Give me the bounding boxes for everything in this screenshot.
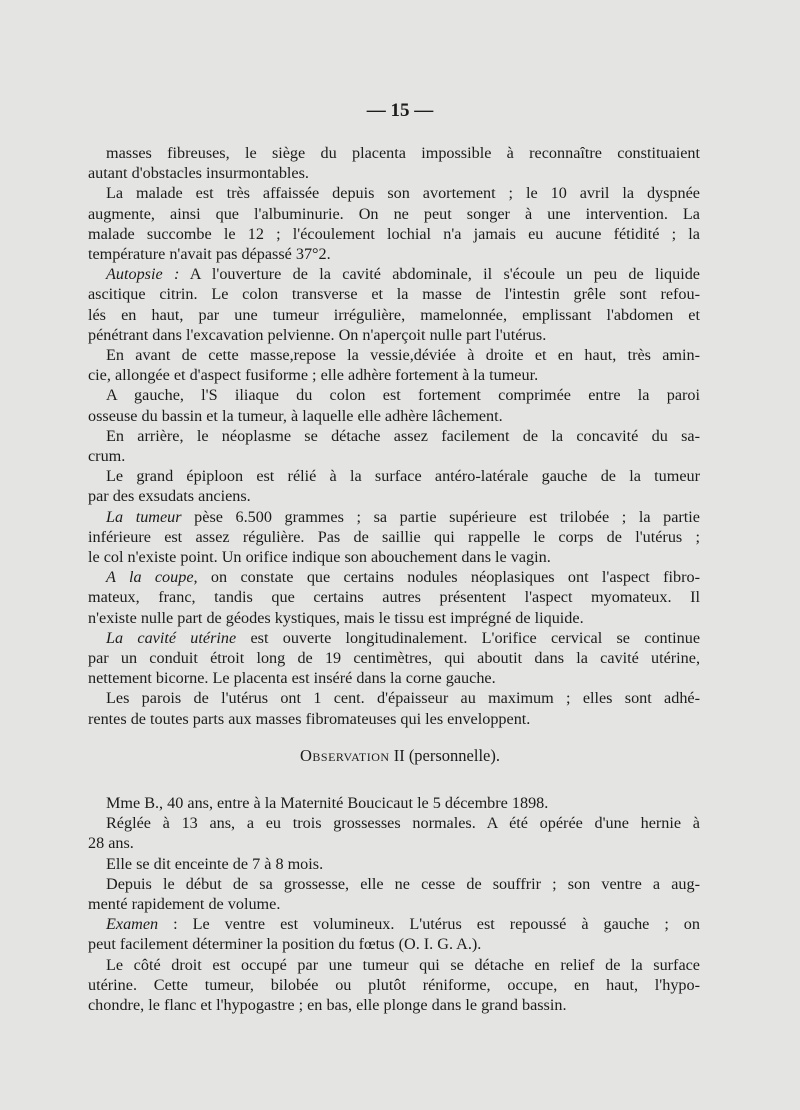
- text-line: [88, 955, 700, 975]
- paragraph: [88, 345, 700, 385]
- text-line: [88, 325, 700, 345]
- paragraph: [88, 143, 700, 183]
- line-text: augmente, ainsi que l'albuminurie. On ne peut songer à une intervention. La: [88, 204, 700, 223]
- text-line: [88, 345, 700, 365]
- line-text: on constate que certains nodules néoplasiques ont l'aspect fibro-: [197, 568, 700, 587]
- line-text: n'existe nulle part de géodes kystiques, mais le tissu est imprégné de liquide.: [88, 608, 584, 627]
- top-text-block: [88, 143, 700, 729]
- paragraph: [88, 628, 700, 689]
- line-text: par des exsudats anciens.: [88, 487, 251, 506]
- paragraph: [88, 914, 700, 954]
- line-text: Le côté droit est occupé par une tumeur qui se détache en relief de la surface: [106, 955, 700, 974]
- text-line: [88, 975, 700, 995]
- paragraph: [88, 874, 700, 914]
- line-text: utérine. Cette tumeur, bilobée ou plutôt réniforme, occupe, en haut, l'hypo-: [88, 975, 700, 994]
- line-text: La malade est très affaissée depuis son avortement ; le 10 avril la dyspnée: [106, 184, 700, 203]
- italic-lead: La tumeur: [106, 507, 182, 526]
- paragraph: [88, 466, 700, 506]
- page-number: — 15 —: [366, 100, 434, 121]
- text-line: [88, 406, 700, 426]
- text-line: [88, 365, 700, 385]
- paragraph: [88, 264, 700, 345]
- line-text: masses fibreuses, le siège du placenta impossible à reconnaître constituaient: [106, 144, 700, 162]
- line-text: rentes de toutes parts aux masses fibromateuses qui les enveloppent.: [88, 709, 531, 728]
- observation-heading-label: Observation: [299, 746, 390, 765]
- line-text: : Le ventre est volumineux. L'utérus est repoussé à gauche ; on: [158, 915, 700, 934]
- text-line: [88, 305, 700, 325]
- line-text: crum.: [88, 447, 126, 466]
- line-text: peut facilement déterminer la position du fœtus (O. I. G. A.).: [88, 935, 482, 954]
- text-line: [88, 244, 700, 264]
- text-line: [88, 183, 700, 203]
- text-line: [88, 446, 700, 466]
- italic-lead: La cavité utérine: [106, 628, 237, 647]
- text-line: [88, 527, 700, 547]
- text-line: [88, 854, 700, 874]
- line-text: mateux, franc, tandis que certains autres présentent l'aspect myomateux. Il: [88, 588, 700, 607]
- paragraph: [88, 813, 700, 853]
- line-text: A l'ouverture de la cavité abdominale, il s'écoule un peu de liquide: [179, 265, 700, 284]
- line-text: inférieure est assez régulière. Pas de saillie qui rappelle le corps de l'utérus ;: [88, 527, 700, 546]
- text-line: [88, 914, 700, 934]
- text-line: [88, 934, 700, 954]
- line-text: nettement bicorne. Le placenta est inséré dans la corne gauche.: [88, 669, 496, 688]
- text-line: [88, 426, 700, 446]
- paragraph: [88, 955, 700, 1016]
- line-text: Depuis le début de sa grossesse, elle ne cesse de souffrir ; son ventre a aug-: [106, 874, 700, 893]
- text-line: [88, 628, 700, 648]
- line-text: osseuse du bassin et la tumeur, à laquelle elle adhère lâchement.: [88, 406, 503, 425]
- line-text: pèse 6.500 grammes ; sa partie supérieure est trilobée ; la partie: [181, 507, 700, 526]
- line-text: A gauche, l'S iliaque du colon est fortement comprimée entre la paroi: [106, 386, 700, 405]
- line-text: chondre, le flanc et l'hypogastre ; en bas, elle plonge dans le grand bassin.: [88, 996, 567, 1015]
- italic-lead: A la coupe,: [106, 568, 198, 587]
- text-line: [88, 874, 700, 894]
- line-text: est ouverte longitudinalement. L'orifice cervical se continue: [236, 628, 701, 647]
- paragraph: [88, 793, 700, 813]
- text-line: [88, 143, 700, 163]
- line-text: pénétrant dans l'excavation pelvienne. On n'aperçoit nulle part l'utérus.: [88, 325, 547, 344]
- text-line: [88, 894, 700, 914]
- italic-lead: Examen: [106, 915, 159, 934]
- text-line: [88, 507, 700, 527]
- text-line: [88, 833, 700, 853]
- line-text: malade succombe le 12 ; l'écoulement lochial n'a jamais eu aucune fétidité ; la: [88, 224, 700, 243]
- paragraph: [88, 385, 700, 425]
- line-text: 28 ans.: [88, 834, 134, 853]
- line-text: Réglée à 13 ans, a eu trois grossesses normales. A été opérée d'une hernie à: [106, 814, 700, 833]
- text-line: [88, 264, 700, 284]
- text-line: [88, 547, 700, 567]
- text-line: [88, 648, 700, 668]
- line-text: autant d'obstacles insurmontables.: [88, 164, 309, 183]
- observation-heading-rest: II (personnelle).: [389, 746, 500, 765]
- observation-heading: [0, 746, 800, 766]
- line-text: En arrière, le néoplasme se détache assez facilement de la concavité du sa-: [106, 426, 700, 445]
- text-line: [88, 204, 700, 224]
- line-text: par un conduit étroit long de 19 centimètres, qui aboutit dans la cavité utérine,: [88, 649, 700, 668]
- line-text: Mme B., 40 ans, entre à la Maternité Boucicaut le 5 décembre 1898.: [106, 794, 549, 812]
- paragraph: [88, 183, 700, 264]
- italic-lead: Autopsie :: [106, 265, 180, 284]
- text-line: [88, 709, 700, 729]
- paragraph: [88, 688, 700, 728]
- paragraph: [88, 507, 700, 568]
- text-line: [88, 813, 700, 833]
- text-line: [88, 224, 700, 244]
- text-line: [88, 793, 700, 813]
- text-line: [88, 995, 700, 1015]
- text-line: [88, 668, 700, 688]
- line-text: lés en haut, par une tumeur irrégulière, mamelonnée, emplissant l'abdomen et: [88, 305, 700, 324]
- paragraph: [88, 567, 700, 628]
- line-text: Les parois de l'utérus ont 1 cent. d'épaisseur au maximum ; elles sont adhé-: [106, 689, 700, 708]
- line-text: Le grand épiploon est rélié à la surface antéro-latérale gauche de la tumeur: [106, 467, 700, 486]
- text-line: [88, 486, 700, 506]
- text-line: [88, 688, 700, 708]
- bottom-text-block: [88, 793, 700, 1015]
- line-text: Elle se dit enceinte de 7 à 8 mois.: [106, 854, 324, 873]
- line-text: En avant de cette masse,repose la vessie,déviée à droite et en haut, très amin-: [106, 346, 700, 365]
- paragraph: [88, 426, 700, 466]
- text-line: [88, 385, 700, 405]
- line-text: température n'avait pas dépassé 37°2.: [88, 245, 331, 264]
- line-text: cie, allongée et d'aspect fusiforme ; elle adhère fortement à la tumeur.: [88, 366, 539, 385]
- text-line: [88, 466, 700, 486]
- paragraph: [88, 854, 700, 874]
- line-text: ascitique citrin. Le colon transverse et la masse de l'intestin grêle sont refou-: [88, 285, 700, 304]
- text-line: [88, 284, 700, 304]
- text-line: [88, 567, 700, 587]
- text-line: [88, 587, 700, 607]
- line-text: le col n'existe point. Un orifice indique son abouchement dans le vagin.: [88, 548, 551, 567]
- text-line: [88, 608, 700, 628]
- line-text: menté rapidement de volume.: [88, 895, 281, 914]
- text-line: [88, 163, 700, 183]
